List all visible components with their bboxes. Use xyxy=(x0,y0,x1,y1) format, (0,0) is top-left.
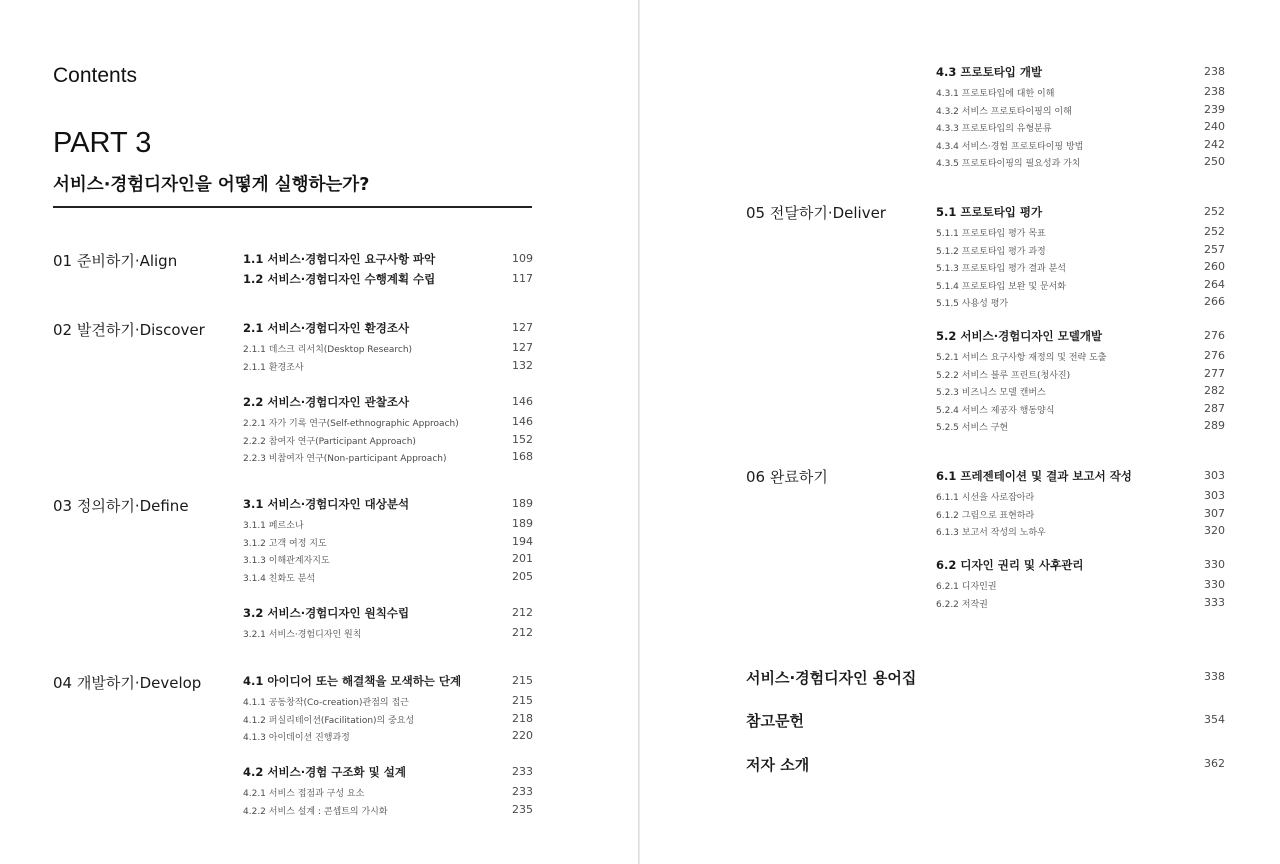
left-page xyxy=(0,0,639,864)
page-number: 276 xyxy=(1204,329,1225,342)
page-number: 260 xyxy=(1204,260,1225,274)
page-number: 264 xyxy=(1204,277,1225,291)
page-number: 266 xyxy=(1204,295,1225,309)
subsection-entry: 2.1.1 환경조사 xyxy=(243,362,304,373)
page-number: 127 xyxy=(512,321,533,334)
subsection-entry: 6.2.1 디자인권 xyxy=(936,582,997,592)
page-number: 276 xyxy=(1204,349,1225,362)
page-number: 215 xyxy=(512,674,533,687)
page-number: 127 xyxy=(512,341,533,354)
subsection-entry: 5.2.5 서비스 구현 xyxy=(936,423,1009,434)
subsection-entry: 4.3.3 프로토타입의 유형분류 xyxy=(936,124,1052,135)
page-number: 240 xyxy=(1204,120,1225,134)
subsection-entry: 4.3.5 프로토타이핑의 필요성과 가치 xyxy=(936,159,1081,170)
subsection-entry: 3.1.4 친화도 분석 xyxy=(243,573,316,584)
page-number: 220 xyxy=(512,729,533,743)
subsection-entry: 5.2.1 서비스 요구사항 재정의 및 전략 도출 xyxy=(936,353,1107,363)
chapter-title: 06 완료하기 xyxy=(746,468,828,486)
subsection-entry: 4.1.3 아이데이션 진행과정 xyxy=(243,733,350,744)
page-number: 250 xyxy=(1204,155,1225,169)
subsection-entry: 4.1.2 퍼실리테이션(Facilitation)의 중요성 xyxy=(243,715,415,726)
subsection-entry: 4.3.4 서비스·경험 프로토타이핑 방법 xyxy=(936,141,1084,152)
subsection-entry: 5.2.4 서비스 제공자 행동양식 xyxy=(936,405,1055,416)
section-entry: 2.2 서비스·경험디자인 관찰조사 xyxy=(243,395,410,409)
subsection-entry: 5.1.2 프로토타입 평가 과정 xyxy=(936,246,1046,257)
page-number: 330 xyxy=(1204,578,1225,591)
page-number: 146 xyxy=(512,395,533,408)
part-title: PART 3 xyxy=(53,127,152,159)
page-number: 218 xyxy=(512,711,533,725)
back-matter-title: 참고문헌 xyxy=(746,712,804,730)
section-entry: 6.2 디자인 권리 및 사후관리 xyxy=(936,558,1084,572)
subsection-entry: 2.2.2 참여자 연구(Participant Approach) xyxy=(243,436,416,447)
back-matter-title: 저자 소개 xyxy=(746,756,810,774)
page-number: 303 xyxy=(1204,489,1225,502)
title-divider xyxy=(53,206,532,208)
right-page xyxy=(640,0,1280,864)
page-number: 330 xyxy=(1204,558,1225,571)
chapter-title: 04 개발하기·Develop xyxy=(53,674,202,692)
section-entry: 4.2 서비스·경험 구조화 및 설계 xyxy=(243,765,406,779)
page-number: 205 xyxy=(512,569,533,583)
subsection-entry: 3.1.2 고객 여정 지도 xyxy=(243,538,327,549)
back-matter-title: 서비스·경험디자인 용어집 xyxy=(746,669,917,687)
chapter-title: 02 발견하기·Discover xyxy=(53,321,205,339)
section-entry: 3.2 서비스·경험디자인 원칙수립 xyxy=(243,606,410,620)
page-number: 333 xyxy=(1204,595,1225,609)
subsection-entry: 4.3.1 프로토타입에 대한 이해 xyxy=(936,89,1055,99)
page-number: 287 xyxy=(1204,401,1225,415)
subsection-entry: 5.1.4 프로토타입 보완 및 문서화 xyxy=(936,281,1066,292)
subsection-entry: 6.1.3 보고서 작성의 노하우 xyxy=(936,528,1046,539)
page-number: 109 xyxy=(512,252,533,265)
chapter-title: 05 전달하기·Deliver xyxy=(746,204,886,222)
part-subtitle: 서비스·경험디자인을 어떻게 실행하는가? xyxy=(53,175,370,195)
page-number: 354 xyxy=(1204,713,1225,726)
section-entry: 2.1 서비스·경험디자인 환경조사 xyxy=(243,321,410,335)
page-number: 257 xyxy=(1204,242,1225,256)
section-entry: 5.2 서비스·경험디자인 모델개발 xyxy=(936,329,1103,343)
subsection-entry: 2.2.3 비참여자 연구(Non-participant Approach) xyxy=(243,454,447,465)
subsection-entry: 6.1.2 그림으로 표현하라 xyxy=(936,510,1035,521)
subsection-entry: 4.2.2 서비스 설계 : 콘셉트의 가시화 xyxy=(243,806,388,817)
page-number: 252 xyxy=(1204,225,1225,238)
section-entry: 5.1 프로토타입 평가 xyxy=(936,205,1043,219)
subsection-entry: 4.2.1 서비스 접점과 구성 요소 xyxy=(243,789,365,799)
subsection-entry: 3.1.1 페르소나 xyxy=(243,521,304,531)
chapter-title: 01 준비하기·Align xyxy=(53,252,178,270)
subsection-entry: 5.1.3 프로토타입 평가 결과 분석 xyxy=(936,264,1066,275)
page-number: 168 xyxy=(512,450,533,464)
subsection-entry: 4.1.1 공동창작(Co-creation)관점의 접근 xyxy=(243,698,409,708)
page-number: 277 xyxy=(1204,366,1225,380)
page-number: 307 xyxy=(1204,506,1225,520)
page-number: 320 xyxy=(1204,524,1225,538)
page-number: 189 xyxy=(512,517,533,530)
subsection-entry: 5.1.1 프로토타입 평가 목표 xyxy=(936,229,1046,239)
section-entry: 3.1 서비스·경험디자인 대상분석 xyxy=(243,497,410,511)
page-number: 212 xyxy=(512,626,533,639)
page-number: 201 xyxy=(512,552,533,566)
subsection-entry: 2.2.1 자가 기록 연구(Self-ethnographic Approach) xyxy=(243,419,459,429)
page-number: 215 xyxy=(512,694,533,707)
page-number: 238 xyxy=(1204,65,1225,78)
subsection-entry: 3.1.3 이해관계자지도 xyxy=(243,556,330,567)
subsection-entry: 6.1.1 시선을 사로잡아라 xyxy=(936,493,1035,503)
contents-title: Contents xyxy=(53,64,138,87)
section-entry: 4.1 아이디어 또는 해결책을 모색하는 단계 xyxy=(243,674,462,688)
page-number: 303 xyxy=(1204,469,1225,482)
page-number: 212 xyxy=(512,606,533,619)
page-number: 289 xyxy=(1204,419,1225,433)
subsection-entry: 5.2.2 서비스 블루 프린트(청사진) xyxy=(936,370,1071,381)
page-number: 252 xyxy=(1204,205,1225,218)
page-number: 362 xyxy=(1204,757,1225,770)
page-number: 146 xyxy=(512,415,533,428)
subsection-entry: 3.2.1 서비스·경험디자인 원칙 xyxy=(243,630,362,640)
page-number: 338 xyxy=(1204,670,1225,683)
subsection-entry: 2.1.1 데스크 리서치(Desktop Research) xyxy=(243,345,413,355)
page-number: 233 xyxy=(512,785,533,798)
page-number: 282 xyxy=(1204,384,1225,398)
page-number: 233 xyxy=(512,765,533,778)
subsection-entry: 5.1.5 사용성 평가 xyxy=(936,299,1009,310)
page-number: 239 xyxy=(1204,102,1225,116)
subsection-entry: 4.3.2 서비스 프로토타이핑의 이해 xyxy=(936,106,1072,117)
page-number: 117 xyxy=(512,272,533,285)
section-entry: 1.2 서비스·경험디자인 수행계획 수립 xyxy=(243,272,436,286)
section-entry: 4.3 프로토타입 개발 xyxy=(936,65,1043,79)
page-number: 194 xyxy=(512,534,533,548)
page-number: 242 xyxy=(1204,137,1225,151)
page-number: 152 xyxy=(512,432,533,446)
subsection-entry: 6.2.2 저작권 xyxy=(936,599,988,610)
page-number: 132 xyxy=(512,358,533,372)
page-number: 189 xyxy=(512,497,533,510)
section-entry: 1.1 서비스·경험디자인 요구사항 파악 xyxy=(243,252,436,266)
section-entry: 6.1 프레젠테이션 및 결과 보고서 작성 xyxy=(936,469,1132,483)
subsection-entry: 5.2.3 비즈니스 모델 캔버스 xyxy=(936,388,1046,399)
chapter-title: 03 정의하기·Define xyxy=(53,497,189,515)
page-number: 238 xyxy=(1204,85,1225,98)
page-number: 235 xyxy=(512,802,533,816)
